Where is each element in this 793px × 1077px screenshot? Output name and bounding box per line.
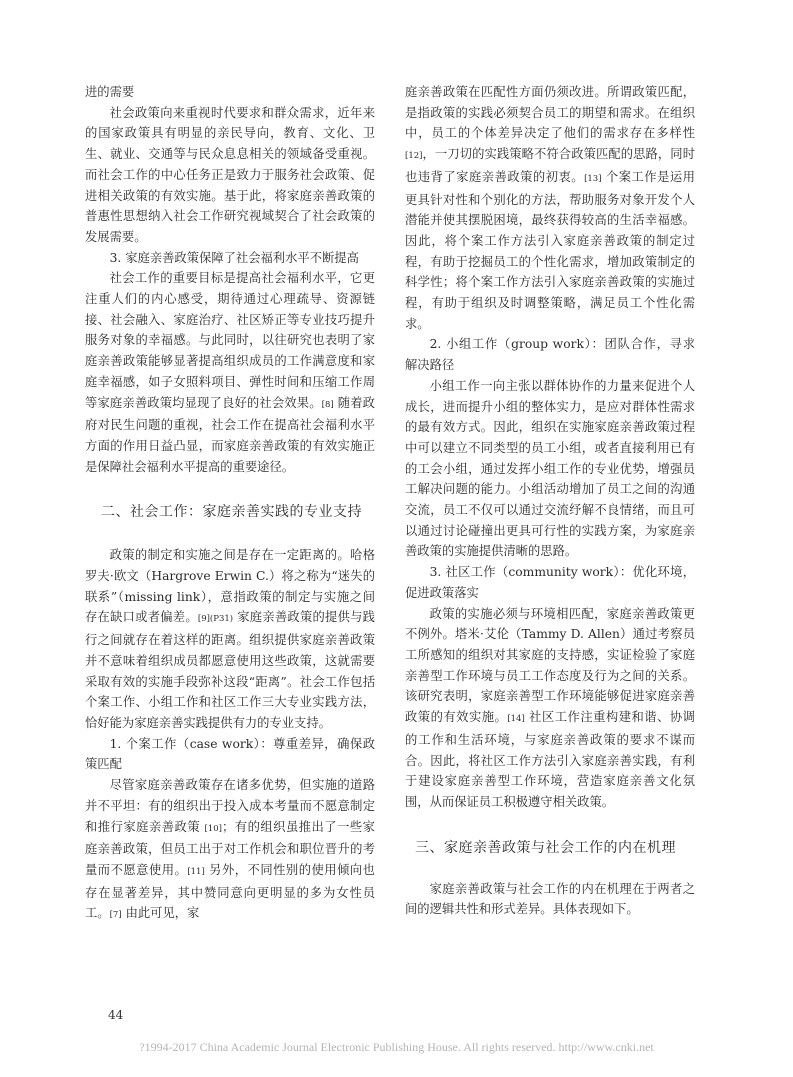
citation-marker: [8] — [321, 399, 334, 410]
paragraph: 3. 家庭亲善政策保障了社会福利水平不断提高 — [109, 250, 359, 265]
citation-marker: [11] — [187, 866, 205, 877]
citation-marker: [14] — [507, 714, 525, 725]
citation-marker: [9](P31) — [197, 614, 234, 625]
paragraph: 政策的制定和实施之间是存在一定距离的。哈格罗夫·欧文（Hargrove Erwin C.）将之称为“迷失的联系”（missing link），意指政策的制定与实施之间存在缺口或者偏差。[9](P31) 家庭亲善政策的提供与践行之间就存在着这样的距离。组织提供家庭亲善政策并不意味着组织成员都愿意使用这些政策，这就需要采取有效的实施手段弥补这段“距离”。社会工作包括个案工作、小组工作和社区工作三大专业实践方法，恰好能为家庭亲善实践提供有力的专业支持。 — [85, 548, 375, 730]
section-heading: 三、家庭亲善政策与社会工作的内在机理 — [415, 839, 676, 856]
left-column — [85, 82, 375, 926]
citation-marker: [13] — [584, 173, 602, 184]
citation-marker: [10] — [204, 823, 222, 834]
paragraph: 家庭亲善政策与社会工作的内在机理在于两者之间的逻辑共性和形式差异。具体表现如下。 — [405, 881, 695, 917]
paragraph: 3. 社区工作（community work）：优化环境，促进政策落实 — [405, 565, 695, 600]
paragraph: 1. 个案工作（case work）：尊重差异，确保政策匹配 — [85, 736, 375, 772]
section-heading: 二、社会工作：家庭亲善实践的专业支持 — [101, 504, 362, 521]
paragraph: 尽管家庭亲善政策存在诸多优势，但实施的道路并不平坦：有的组织出于投入成本考量而不愿意制定和推行家庭亲善政策 [10]；有的组织虽推出了一些家庭亲善政策，但员工出于对工作机会和职位晋升的考量而不愿意使用。[11] 另外，不同性别的使用倾向也存在显著差异，其中赞同意向更明显的多为女性员工。[7] 由此可见，家 — [85, 778, 375, 921]
paragraph: 社会工作的重要目标是提高社会福利水平，它更注重人们的内心感受，期待通过心理疏导、资源链接、社会融入、家庭治疗、社区矫正等专业技巧提升服务对象的幸福感。与此同时，以往研究也表明了家庭亲善政策能够显著提高组织成员的工作满意度和家庭幸福感，如子女照料项目、弹性时间和压缩工作周等家庭亲善政策均显现了良好的社会效果。[8] 随着政府对民生问题的重视，社会工作在提高社会福利水平方面的作用日益凸显，而家庭亲善政策的有效实施正是保障社会福利水平提高的重要途径。 — [85, 271, 375, 474]
paragraph: 庭亲善政策在匹配性方面仍须改进。所谓政策匹配，是指政策的实践必须契合员工的期望和需求。在组织中，员工的个体差异决定了他们的需求存在多样性 [12]，一刀切的实践策略不符合政策匹配的思路，同时也违背了家庭亲善政策的初衷。[13] 个案工作是运用更具针对性和个别化的方法，帮助服务对象开发个人潜能并使其摆脱困境，最终获得较高的生活幸福感。因此，将个案工作方法引入家庭亲善政策的制定过程，有助于挖掘员工的个性化需求，增加政策制定的科学性；将个案工作方法引入家庭亲善政策的实施过程，有助于组织及时调整策略，满足员工个性化需求。 — [405, 85, 695, 331]
paragraph: 政策的实施必须与环境相匹配，家庭亲善政策更不例外。塔米·艾伦（Tammy D. Allen）通过考察员工所感知的组织对其家庭的支持感，实证检验了家庭亲善型工作环境与员工工作态度及行为之间的关系。该研究表明，家庭亲善型工作环境能够促进家庭亲善政策的有效实施。[14] 社区工作注重构建和谐、协调的工作和生活环境，与家庭亲善政策的要求不谋而合。因此，将社区工作方法引入家庭亲善实践，有利于建设家庭亲善型工作环境，营造家庭亲善文化氛围，从而保证员工积极遵守相关政策。 — [405, 606, 695, 809]
paragraph: 小组工作一向主张以群体协作的力量来促进个人成长，进而提升小组的整体实力，是应对群体性需求的最有效方式。因此，组织在实施家庭亲善政策过程中可以建立不同类型的员工小组，或者直接利用已有的工会小组，通过发挥小组工作的专业优势，增强员工解决问题的能力。小组活动增加了员工之间的沟通交流，员工不仅可以通过交流纾解不良情绪，而且可以通过讨论碰撞出更具可行性的实践方案，为家庭亲善政策的实施提供清晰的思路。 — [405, 378, 695, 559]
citation-marker: [12] — [405, 151, 423, 162]
right-column — [405, 82, 695, 920]
paragraph: 2. 小组工作（group work）：团队合作，寻求解决路径 — [405, 337, 695, 373]
page-number: 44 — [108, 1008, 124, 1022]
paragraph: 进的需要 — [85, 85, 135, 99]
copyright-footer: ?1994-2017 China Academic Journal Electronic Publishing House. All rights reserved. http://www.cnki.net — [139, 1040, 654, 1054]
paragraph: 社会政策向来重视时代要求和群众需求，近年来的国家政策具有明显的亲民导向，教育、文化、卫生、就业、交通等与民众息息相关的领域备受重视。而社会工作的中心任务正是致力于服务社会政策、促进相关政策的有效实施。基于此，将家庭亲善政策的普惠性思想纳入社会工作研究视域契合了社会政策的发展需要。 — [85, 105, 375, 244]
citation-marker: [7] — [109, 910, 122, 921]
